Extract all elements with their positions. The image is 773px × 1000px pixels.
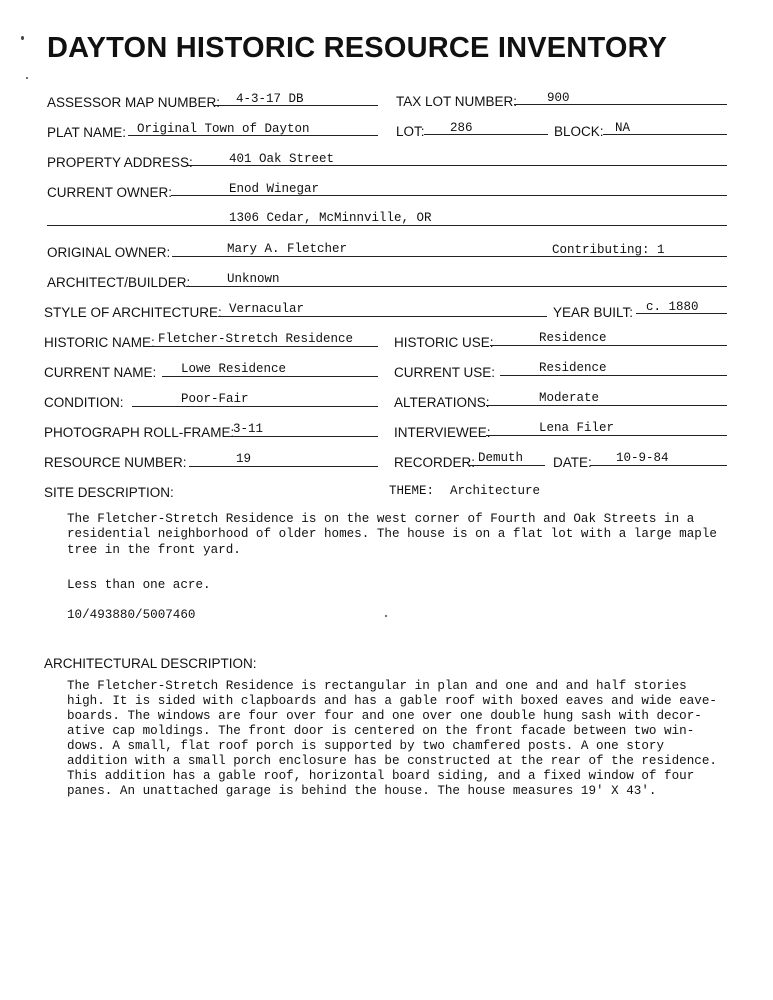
arch-description-line: The Fletcher-Stretch Residence is rectangular in plan and one and and half stories: [67, 679, 687, 693]
scan-speck: [21, 36, 24, 40]
site-description-line: tree in the front yard.: [67, 543, 241, 557]
alterations-value: Moderate: [539, 391, 600, 405]
property-address-label: PROPERTY ADDRESS:: [47, 155, 193, 170]
arch-description-line: addition with a small porch enclosure has be constructed at the rear of the residence.: [67, 754, 717, 768]
contributing-value: Contributing: 1: [552, 243, 665, 257]
utm-text: 10/493880/5007460: [67, 608, 196, 622]
arch-description-line: boards. The windows are four over four and one over one double hung sash with decor-: [67, 709, 702, 723]
architect-line: [186, 286, 727, 287]
tax-lot-label: TAX LOT NUMBER:: [396, 94, 518, 109]
current-name-line: [162, 376, 378, 377]
resource-number-label: RESOURCE NUMBER:: [44, 455, 187, 470]
current-owner-address: 1306 Cedar, McMinnville, OR: [229, 211, 432, 225]
current-use-value: Residence: [539, 361, 607, 375]
historic-use-label: HISTORIC USE:: [394, 335, 494, 350]
condition-label: CONDITION:: [44, 395, 124, 410]
lot-value: 286: [450, 121, 473, 135]
resource-number-value: 19: [236, 452, 252, 466]
photo-roll-label: PHOTOGRAPH ROLL-FRAME:: [44, 425, 235, 440]
property-address-line: [186, 165, 727, 166]
tax-lot-line: [514, 104, 727, 105]
historic-name-value: Fletcher-Stretch Residence: [158, 332, 354, 346]
site-description-label: SITE DESCRIPTION:: [44, 485, 174, 500]
photo-roll-line: [226, 436, 378, 437]
condition-value: Poor-Fair: [181, 392, 249, 406]
assessor-map-label: ASSESSOR MAP NUMBER:: [47, 95, 221, 110]
site-description-line: The Fletcher-Stretch Residence is on the west corner of Fourth and Oak Streets in a: [67, 512, 695, 526]
block-label: BLOCK:: [554, 124, 604, 139]
architect-value: Unknown: [227, 272, 280, 286]
original-owner-line: [172, 256, 727, 257]
historic-use-line: [490, 345, 727, 346]
plat-name-label: PLAT NAME:: [47, 125, 127, 140]
style-line: [218, 316, 547, 317]
recorder-label: RECORDER:: [394, 455, 476, 470]
current-owner-label: CURRENT OWNER:: [47, 185, 173, 200]
plat-name-line: [128, 135, 378, 136]
tax-lot-value: 900: [547, 91, 570, 105]
plat-name-value: Original Town of Dayton: [137, 122, 310, 136]
assessor-map-value: 4-3-17 DB: [236, 92, 304, 106]
arch-description-label: ARCHITECTURAL DESCRIPTION:: [44, 656, 257, 671]
block-line: [603, 134, 727, 135]
current-name-label: CURRENT NAME:: [44, 365, 157, 380]
date-value: 10-9-84: [616, 451, 669, 465]
current-name-value: Lowe Residence: [181, 362, 287, 376]
page-title: DAYTON HISTORIC RESOURCE INVENTORY: [47, 32, 668, 64]
current-use-line: [500, 375, 727, 376]
arch-description-line: This addition has a gable roof, horizontal board siding, and a fixed window of four: [67, 769, 695, 783]
historic-name-line: [150, 346, 378, 347]
date-label: DATE:: [553, 455, 592, 470]
scan-speck: [26, 77, 28, 79]
year-built-value: c. 1880: [646, 300, 699, 314]
arch-description-line: panes. An unattached garage is behind the house. The house measures 19' X 43'.: [67, 784, 657, 798]
style-label: STYLE OF ARCHITECTURE:: [44, 305, 222, 320]
arch-description-line: ative cap moldings. The front door is centered on the front facade between two win-: [67, 724, 695, 738]
current-owner-value: Enod Winegar: [229, 182, 320, 196]
original-owner-value: Mary A. Fletcher: [227, 242, 348, 256]
assessor-map-line: [214, 105, 378, 106]
architect-label: ARCHITECT/BUILDER:: [47, 275, 191, 290]
current-owner-line: [171, 195, 727, 196]
lot-line: [424, 134, 548, 135]
property-address-value: 401 Oak Street: [229, 152, 335, 166]
current-owner-address-line: [47, 225, 727, 226]
block-value: NA: [615, 121, 631, 135]
historic-name-label: HISTORIC NAME:: [44, 335, 155, 350]
site-description-line: residential neighborhood of older homes. The house is on a flat lot with a large maple: [67, 527, 717, 541]
recorder-value: Demuth: [478, 451, 524, 465]
theme-value: Architecture: [450, 484, 541, 498]
recorder-line: [469, 465, 545, 466]
interviewee-value: Lena Filer: [539, 421, 615, 435]
year-built-label: YEAR BUILT:: [553, 305, 634, 320]
arch-description-line: dows. A small, flat roof porch is supported by two chamfered posts. A one story: [67, 739, 665, 753]
photo-roll-value: 3-11: [233, 422, 264, 436]
style-value: Vernacular: [229, 302, 305, 316]
condition-line: [132, 406, 378, 407]
arch-description-line: high. It is sided with clapboards and has a gable roof with boxed eaves and wide eave-: [67, 694, 717, 708]
interviewee-line: [486, 435, 727, 436]
lot-label: LOT:: [396, 124, 425, 139]
original-owner-label: ORIGINAL OWNER:: [47, 245, 171, 260]
interviewee-label: INTERVIEWEE:: [394, 425, 491, 440]
theme-label: THEME:: [389, 484, 435, 498]
scan-speck: [385, 615, 387, 617]
acreage-text: Less than one acre.: [67, 578, 211, 592]
alterations-line: [486, 405, 727, 406]
year-built-line: [636, 313, 727, 314]
historic-use-value: Residence: [539, 331, 607, 345]
alterations-label: ALTERATIONS:: [394, 395, 490, 410]
resource-number-line: [189, 466, 378, 467]
date-line: [590, 465, 727, 466]
current-use-label: CURRENT USE:: [394, 365, 496, 380]
